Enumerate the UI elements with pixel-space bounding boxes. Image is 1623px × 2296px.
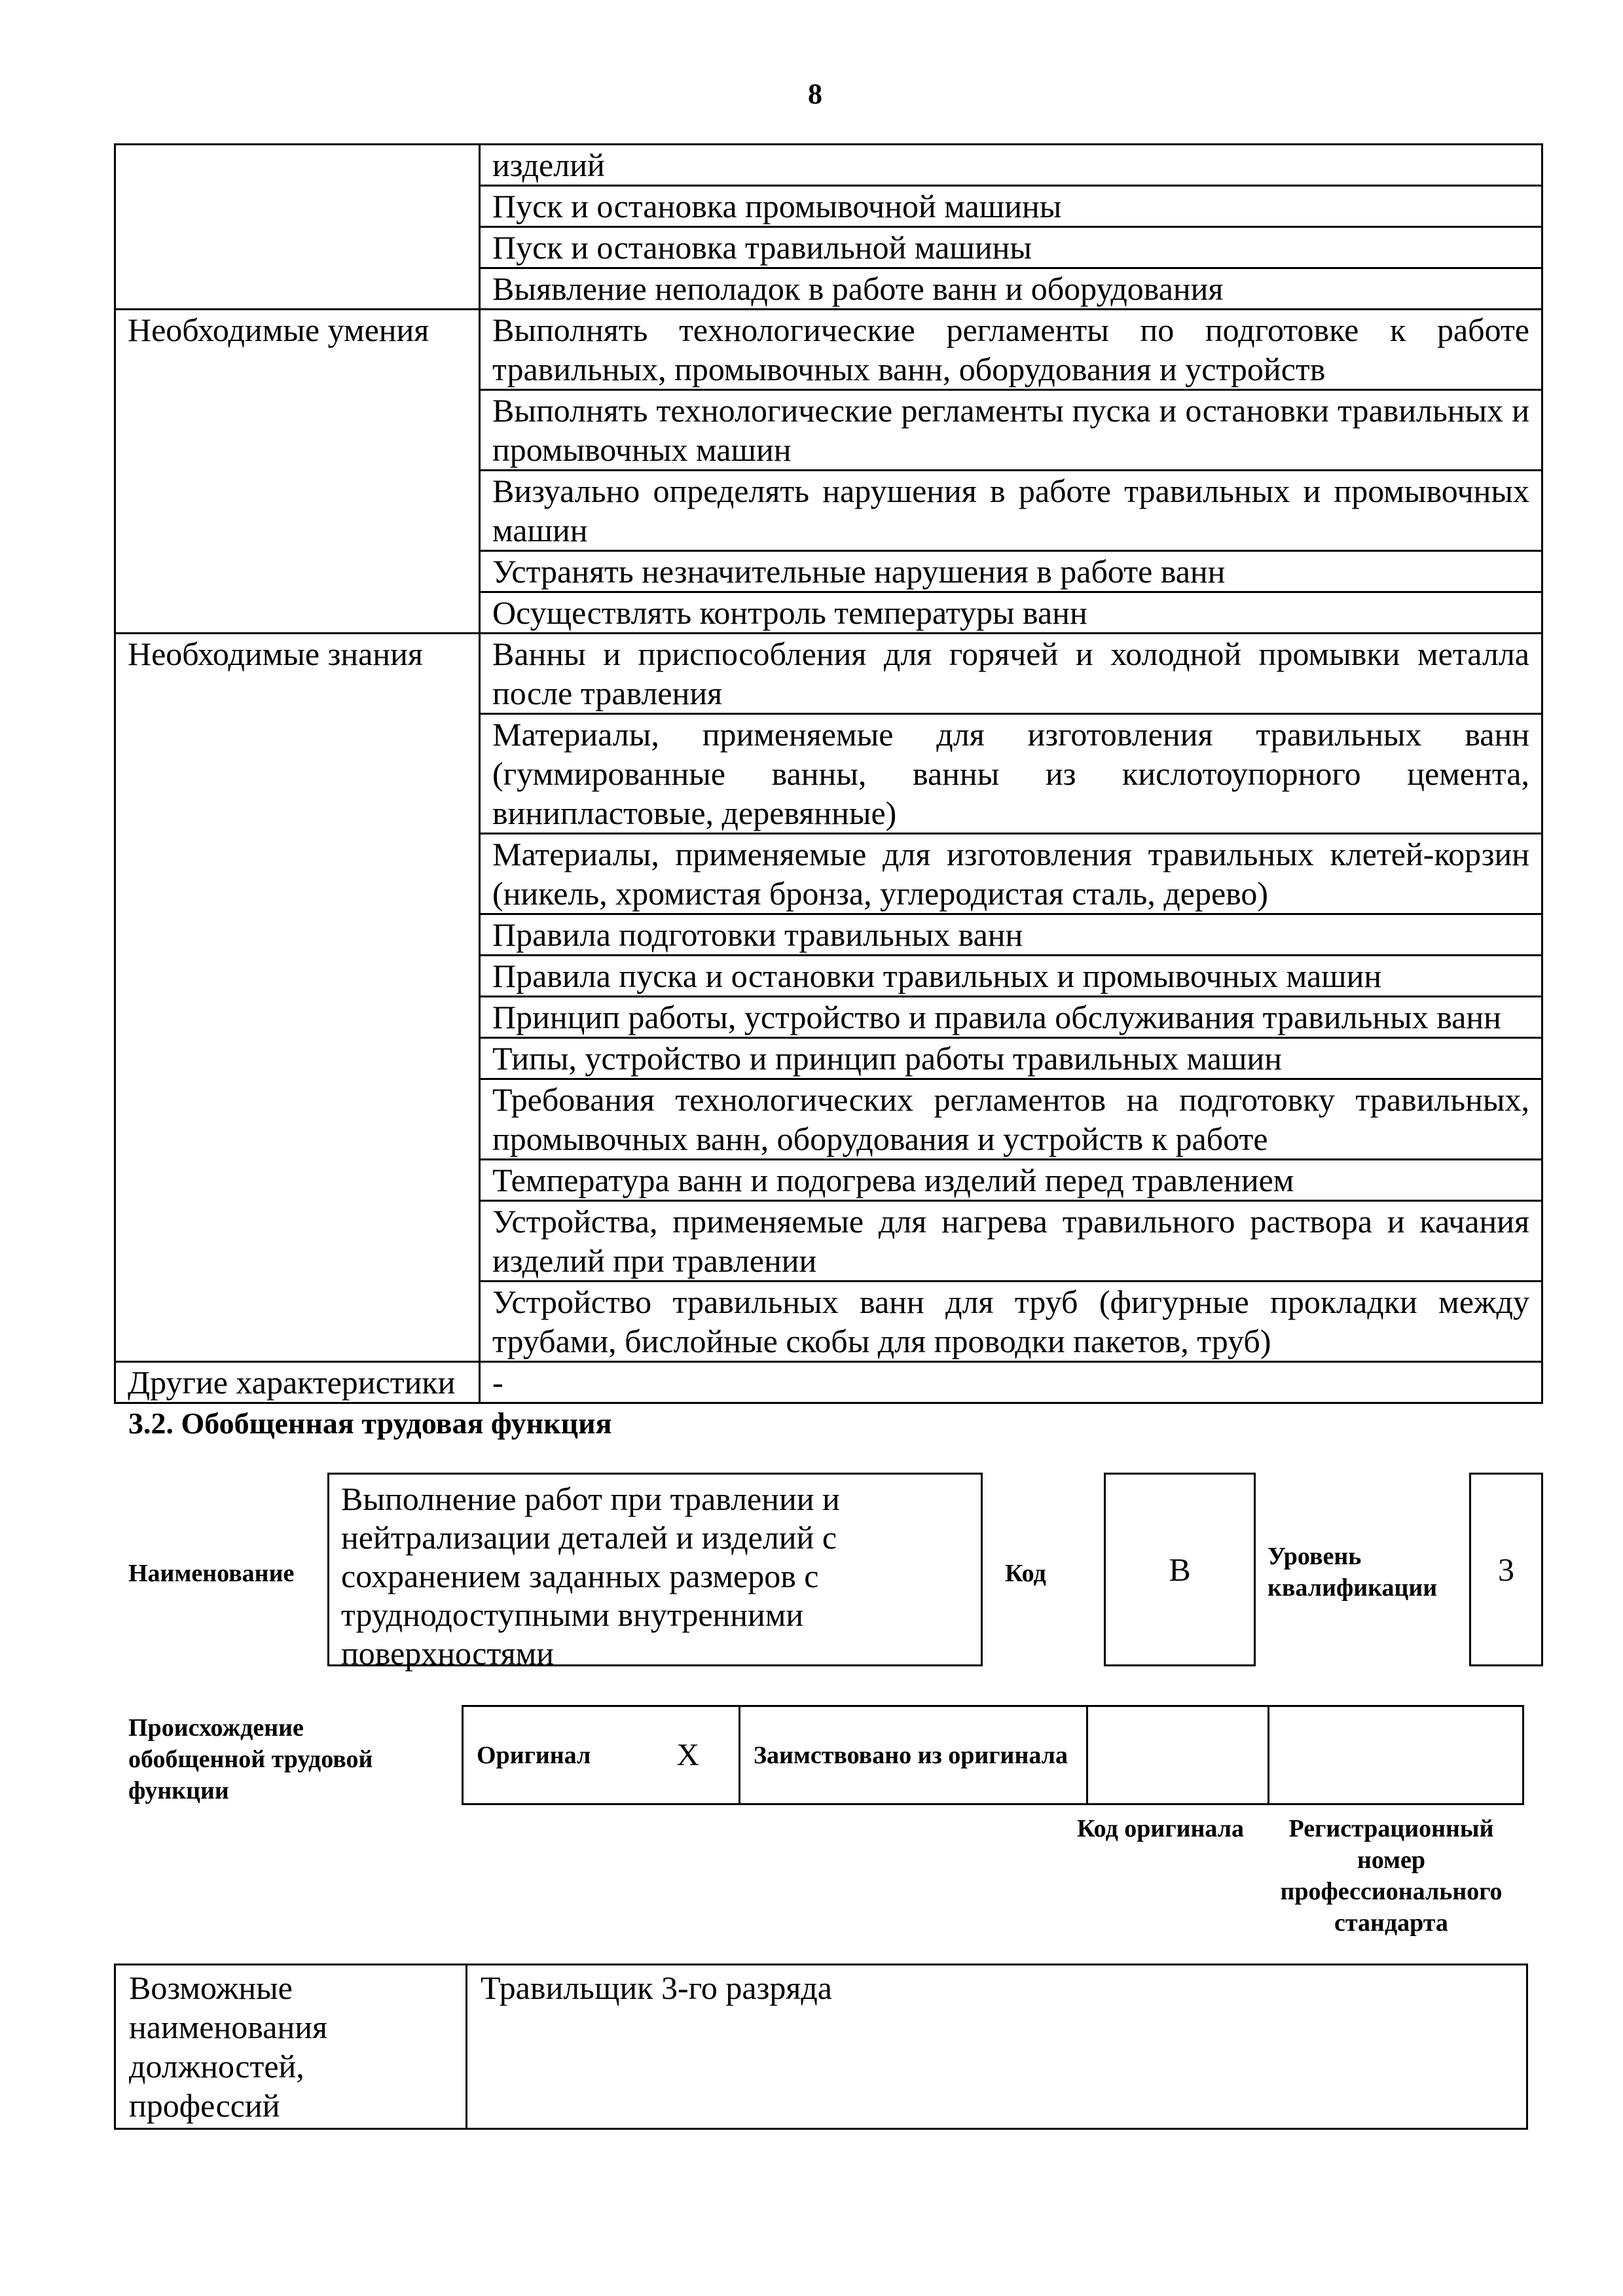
borrowed-label: Заимствовано из оригинала bbox=[754, 1741, 1068, 1769]
origin-reg-cell bbox=[1269, 1706, 1523, 1804]
row-label: Необходимые знания bbox=[115, 634, 480, 1362]
row-item: Материалы, применяемые для изготовления травильных клетей-корзин (никель, хромистая бронза, углеродистая сталь, дерево) bbox=[480, 834, 1542, 914]
positions-label: Возможные наименования должностей, профессий bbox=[115, 1965, 467, 2129]
row-item: Выявление неполадок в работе ванн и оборудования bbox=[480, 268, 1542, 310]
competency-table bbox=[114, 143, 1543, 1404]
origin-label: Происхождение обобщенной трудовой функции bbox=[128, 1714, 373, 1804]
table-row bbox=[115, 634, 1542, 714]
row-item: Выполнять технологические регламенты пуска и остановки травильных и промывочных машин bbox=[480, 390, 1542, 471]
row-item: Пуск и остановка травильной машины bbox=[480, 227, 1542, 268]
origin-table bbox=[462, 1705, 1524, 1805]
row-item: Типы, устройство и принцип работы травильных машин bbox=[480, 1038, 1542, 1079]
row-item: Правила подготовки травильных ванн bbox=[480, 914, 1542, 956]
row-item: Устранять незначительные нарушения в работе ванн bbox=[480, 551, 1542, 592]
name-label: Наименование bbox=[128, 1560, 295, 1587]
level-value-box: 3 bbox=[1469, 1473, 1543, 1666]
row-item: Правила пуска и остановки травильных и промывочных машин bbox=[480, 956, 1542, 997]
positions-table bbox=[114, 1964, 1528, 2130]
row-item: Температура ванн и подогрева изделий перед травлением bbox=[480, 1160, 1542, 1201]
row-item: Пуск и остановка промывочной машины bbox=[480, 186, 1542, 227]
table-row bbox=[115, 310, 1542, 390]
row-item: Ванны и приспособления для горячей и холодной промывки металла после травления bbox=[480, 634, 1542, 714]
function-name-box: Выполнение работ при травлении и нейтрализации деталей и изделий с сохранением заданных размеров с труднодоступными внутренними поверхностями bbox=[327, 1473, 983, 1666]
row-label: Необходимые умения bbox=[115, 310, 480, 634]
table-row bbox=[115, 1362, 1542, 1403]
code-label: Код bbox=[1005, 1560, 1046, 1587]
code-value-box: B bbox=[1104, 1473, 1256, 1666]
row-item: Визуально определять нарушения в работе травильных и промывочных машин bbox=[480, 471, 1542, 551]
row-item: Устройства, применяемые для нагрева травильного раствора и качания изделий при травлении bbox=[480, 1201, 1542, 1282]
positions-value: Травильщик 3-го разряда bbox=[467, 1965, 1527, 2129]
row-item: Устройство травильных ванн для труб (фигурные прокладки между трубами, бислойные скобы для проводки пакетов, труб) bbox=[480, 1282, 1542, 1362]
row-label: Другие характеристики bbox=[115, 1362, 480, 1403]
row-label bbox=[115, 145, 480, 310]
row-item: - bbox=[480, 1362, 1542, 1403]
page-number: 8 bbox=[808, 78, 822, 110]
table-row bbox=[115, 145, 1542, 186]
section-title: 3.2. Обобщенная трудовая функция bbox=[128, 1407, 612, 1440]
row-item: Материалы, применяемые для изготовления травильных ванн (гуммированные ванны, ванны из кислотоупорного цемента, винипластовые, деревянные) bbox=[480, 714, 1542, 834]
reg-number-caption: Регистрационный номер профессионального стандарта bbox=[1280, 1815, 1503, 1937]
row-item: Требования технологических регламентов на подготовку травильных, промывочных ванн, оборудования и устройств к работе bbox=[480, 1079, 1542, 1160]
original-mark: X bbox=[676, 1738, 699, 1772]
origin-borrowed-cell bbox=[740, 1706, 1087, 1804]
row-item: изделий bbox=[480, 145, 1542, 186]
origin-original-cell bbox=[463, 1706, 740, 1804]
row-item: Осуществлять контроль температуры ванн bbox=[480, 592, 1542, 634]
level-label: Уровень квалификации bbox=[1267, 1543, 1438, 1602]
row-item: Принцип работы, устройство и правила обслуживания травильных ванн bbox=[480, 997, 1542, 1038]
original-label: Оригинал bbox=[477, 1741, 591, 1769]
row-item: Выполнять технологические регламенты по подготовке к работе травильных, промывочных ванн, оборудования и устройств bbox=[480, 310, 1542, 390]
code-original-caption: Код оригинала bbox=[1077, 1815, 1245, 1842]
origin-code-cell bbox=[1087, 1706, 1269, 1804]
